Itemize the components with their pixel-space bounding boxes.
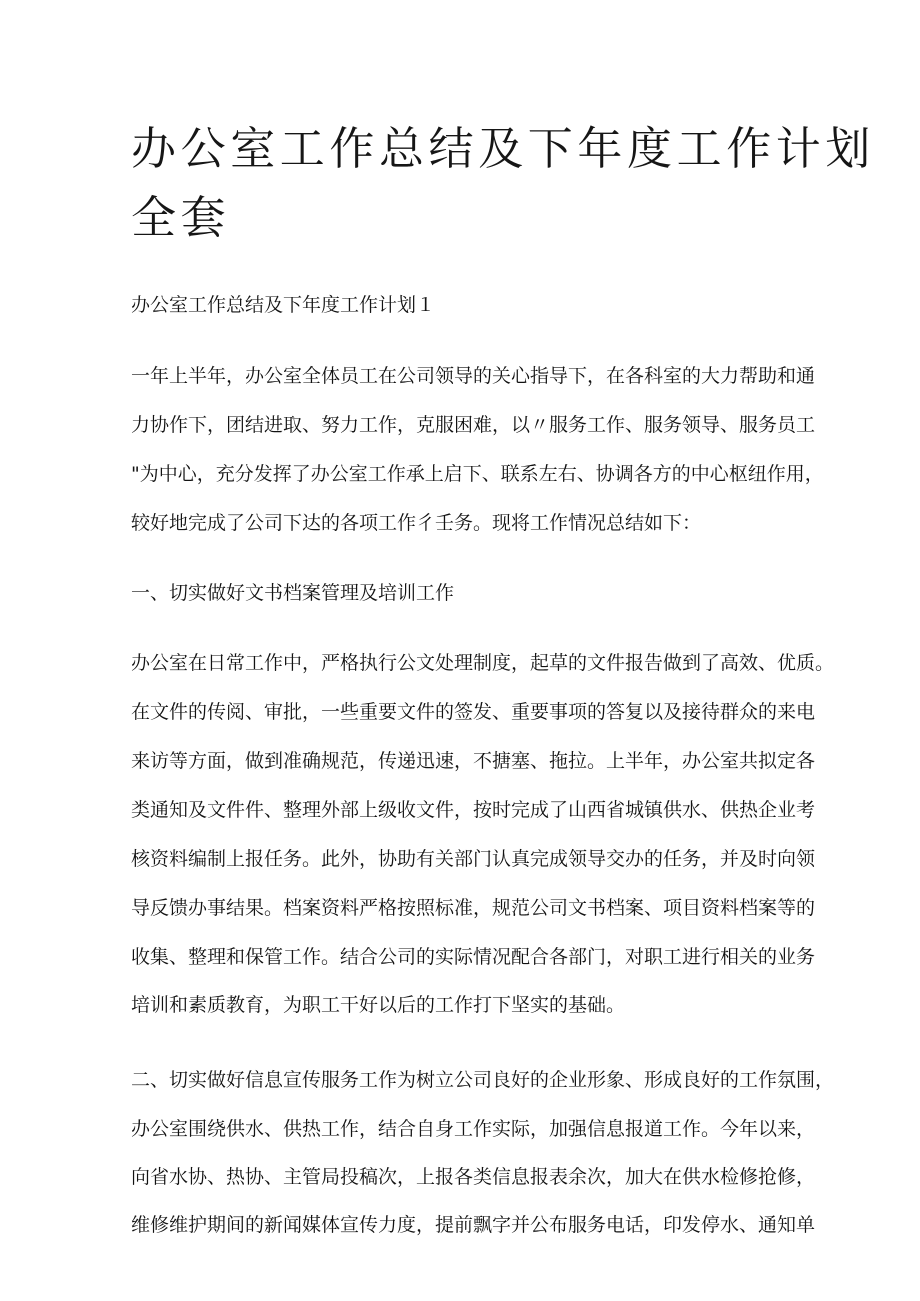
document-title-line-1: 办公室工作总结及下年度工作计划 [131, 122, 876, 175]
paragraph-1-line: 力协作下，团结进取、努力工作，克服困难，以〃服务工作、服务领导、服务员工 [131, 414, 816, 436]
paragraph-2-line: 来访等方面，做到准确规范，传递迅速，不搪塞、拖拉。上半年，办公室共拟定各 [131, 750, 816, 772]
paragraph-1-line: 较好地完成了公司下达的各项工作彳壬务。现将工作情况总结如下： [131, 512, 702, 534]
paragraph-1-line: "为中心，充分发挥了办公室工作承上启下、联系左右、协调各方的中心枢纽作用， [131, 463, 824, 485]
document-title-line-2: 全套 [131, 191, 231, 244]
paragraph-3-line: 办公室围绕供水、供热工作，结合自身工作实际，加强信息报道工作。今年以来， [131, 1118, 816, 1140]
paragraph-2-line: 办公室在日常工作中，严格执行公文处理制度，起草的文件报告做到了高效、优质。 [131, 652, 835, 674]
paragraph-2-line: 在文件的传阅、审批，一些重要文件的签发、重要事项的答复以及接待群众的来电 [131, 701, 816, 723]
paragraph-2-line: 收集、整理和保管工作。结合公司的实际情况配合各部门，对职工进行相关的业务 [131, 946, 816, 968]
paragraph-3-line: 向省水协、热协、主管局投稿次，上报各类信息报表余次，加大在供水检修抢修， [131, 1166, 816, 1188]
paragraph-2-line: 培训和素质教育，为职工干好以后的工作打下坚实的基础。 [131, 994, 626, 1016]
paragraph-1-line: 一年上半年，办公室全体员工在公司领导的关心指导下，在各科室的大力帮助和通 [131, 365, 816, 387]
document-subtitle: 办公室工作总结及下年度工作计划１ [131, 294, 436, 316]
paragraph-3-line: 二、切实做好信息宣传服务工作为树立公司良好的企业形象、形成良好的工作氛围， [131, 1069, 835, 1091]
paragraph-2-line: 导反馈办事结果。档案资料严格按照标准，规范公司文书档案、项目资料档案等的 [131, 897, 816, 919]
paragraph-3-line: 维修维护期间的新闻媒体宣传力度，提前飘字并公布服务电话，印发停水、通知单 [131, 1214, 816, 1236]
paragraph-2-line: 类通知及文件件、整理外部上级收文件，按时完成了山西省城镇供水、供热企业考 [131, 799, 816, 821]
paragraph-2-line: 核资料编制上报任务。此外，协助有关部门认真完成领导交办的任务，并及时向领 [131, 848, 816, 870]
section-1-heading: 一、切实做好文书档案管理及培训工作 [131, 582, 455, 604]
